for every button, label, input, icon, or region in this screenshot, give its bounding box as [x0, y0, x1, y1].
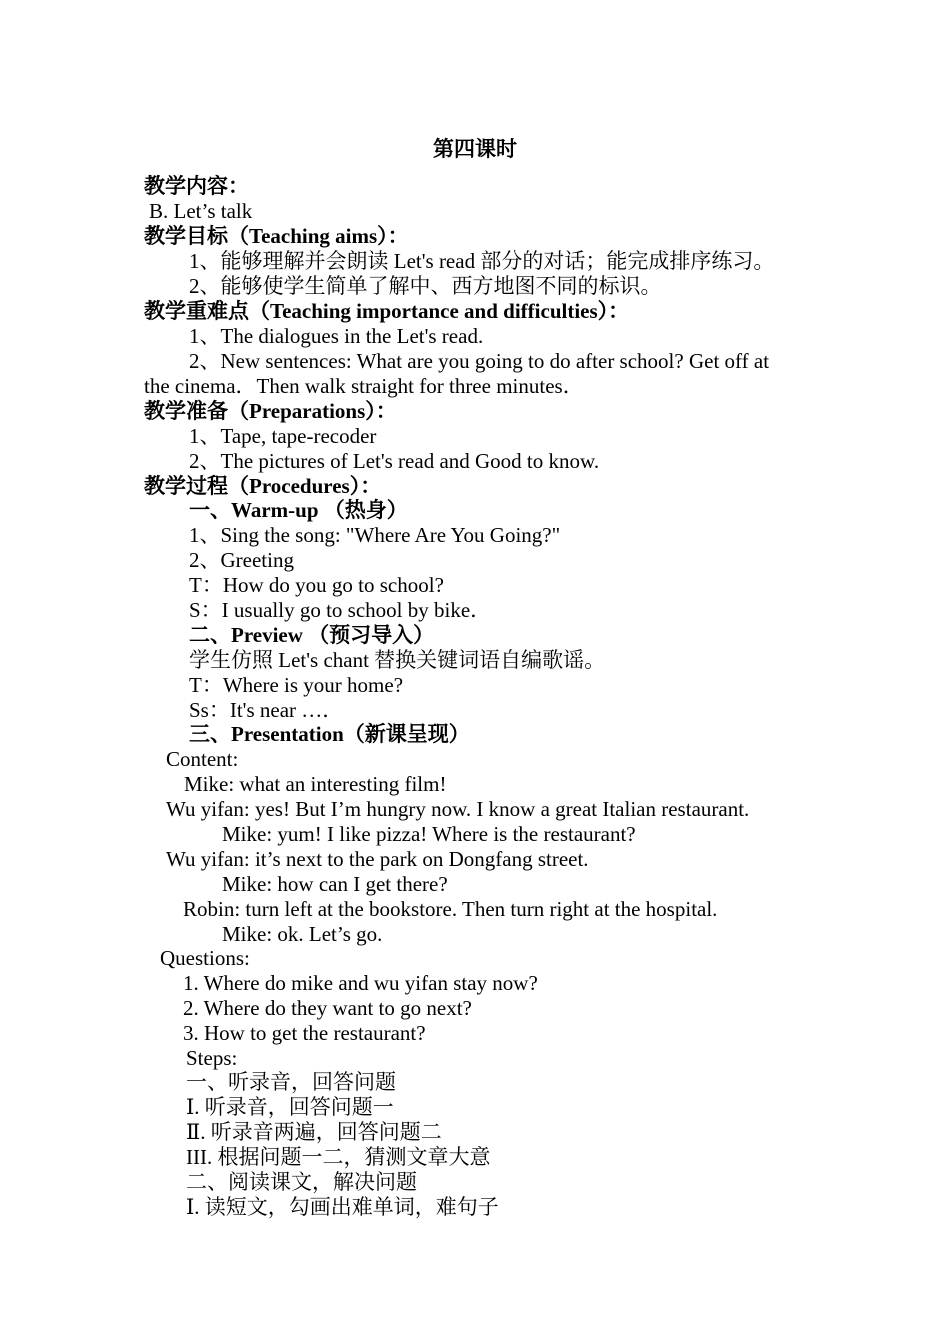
dialogue-line: Wu yifan: yes! But I’m hungry now. I know a great Italian restaurant. — [166, 797, 750, 821]
step-item: 二、阅读课文，解决问题 — [186, 1170, 417, 1194]
warmup-line: S：I usually go to school by bike． — [189, 598, 492, 622]
content-heading: 教学内容： — [144, 174, 249, 198]
preview-line: Ss：It's near …． — [189, 698, 344, 722]
questions-label: Questions: — [160, 946, 250, 970]
page-title: 第四课时 — [433, 137, 517, 161]
preview-heading: 二、Preview （预习导入） — [189, 623, 435, 647]
dialogue-line: Mike: ok. Let’s go. — [222, 922, 383, 946]
dialogue-line: Wu yifan: it’s next to the park on Dongfang street. — [166, 847, 589, 871]
preparations-item: 1、Tape, tape-recoder — [189, 424, 377, 448]
step-item: 一、听录音，回答问题 — [186, 1070, 396, 1094]
content-label: Content: — [166, 747, 239, 771]
step-item: Ⅰ. 读短文，勾画出难单词，难句子 — [186, 1195, 499, 1219]
dialogue-line: Mike: what an interesting film! — [184, 772, 447, 796]
aims-heading: 教学目标（Teaching aims）： — [144, 224, 409, 248]
difficulties-heading: 教学重难点（Teaching importance and difficulties）： — [144, 299, 630, 323]
presentation-heading: 三、Presentation（新课呈现） — [189, 722, 470, 746]
step-item: Ⅰ. 听录音，回答问题一 — [186, 1095, 394, 1119]
steps-label: Steps: — [186, 1046, 238, 1070]
dialogue-line: Mike: yum! I like pizza! Where is the restaurant? — [222, 822, 636, 846]
preparations-heading: 教学准备（Preparations）： — [144, 399, 397, 423]
preview-line: T：Where is your home? — [189, 673, 404, 697]
difficulties-item: 2、New sentences: What are you going to do after school? Get off at — [189, 349, 770, 373]
warmup-line: T：How do you go to school? — [189, 573, 444, 597]
aims-item: 1、能够理解并会朗读 Let's read 部分的对话；能完成排序练习。 — [189, 249, 775, 273]
step-item: III. 根据问题一二，猜测文章大意 — [186, 1145, 491, 1169]
aims-item: 2、能够使学生简单了解中、西方地图不同的标识。 — [189, 274, 662, 298]
warmup-line: 2、Greeting — [189, 548, 294, 572]
step-item: Ⅱ. 听录音两遍，回答问题二 — [186, 1120, 442, 1144]
procedures-heading: 教学过程（Procedures）： — [144, 474, 382, 498]
question-item: 3. How to get the restaurant? — [183, 1021, 426, 1045]
warmup-line: 1、Sing the song: "Where Are You Going?" — [189, 523, 561, 547]
dialogue-line: Robin: turn left at the bookstore. Then turn right at the hospital. — [183, 897, 718, 921]
question-item: 2. Where do they want to go next? — [183, 996, 472, 1020]
question-item: 1. Where do mike and wu yifan stay now? — [183, 971, 538, 995]
content-text: B. Let’s talk — [149, 199, 253, 223]
preview-line: 学生仿照 Let's chant 替换关键词语自编歌谣。 — [189, 648, 606, 672]
dialogue-line: Mike: how can I get there? — [222, 872, 448, 896]
difficulties-item-continued: the cinema．Then walk straight for three minutes． — [144, 374, 584, 398]
difficulties-item: 1、The dialogues in the Let's read. — [189, 324, 484, 348]
preparations-item: 2、The pictures of Let's read and Good to know. — [189, 449, 600, 473]
warmup-heading: 一、Warm-up （热身） — [189, 498, 408, 522]
